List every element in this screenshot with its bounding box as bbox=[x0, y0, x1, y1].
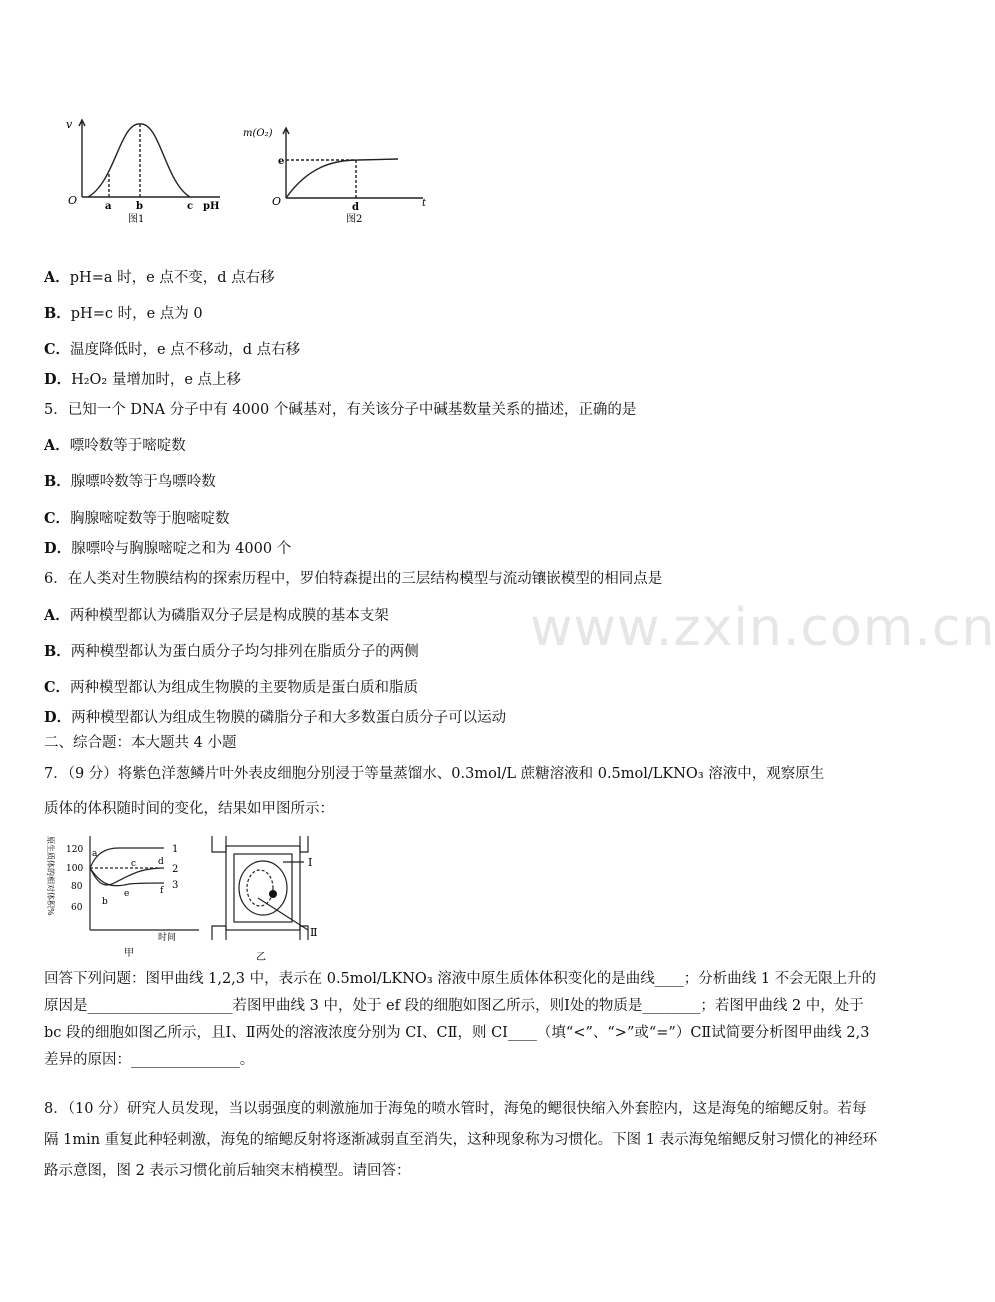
figure-yi-plant-cell bbox=[208, 832, 328, 964]
fig2-level-e: e bbox=[278, 156, 285, 167]
q6-option-b[interactable]: B．两种模型都认为蛋白质分子均匀排列在脂质分子的两侧 bbox=[44, 643, 419, 660]
fig1-tick-a: a bbox=[105, 201, 112, 212]
jia-y-label: 原生质体的相对体积% bbox=[46, 836, 55, 916]
jia-curve-2: 2 bbox=[172, 864, 179, 875]
q6-stem: 6．在人类对生物膜结构的探索历程中，罗伯特森提出的三层结构模型与流动镶嵌模型的相同点是 bbox=[44, 571, 663, 587]
jia-curve-3: 3 bbox=[172, 880, 179, 891]
q4-option-d[interactable]: D．H₂O₂ 量增加时，e 点上移 bbox=[44, 371, 242, 388]
figure-1-enzyme-ph bbox=[60, 112, 235, 227]
jia-point-e: e bbox=[124, 889, 130, 899]
figure-jia-protoplast-volume bbox=[44, 826, 204, 962]
q6-option-a[interactable]: A．两种模型都认为磷脂双分子层是构成膜的基本支架 bbox=[44, 607, 389, 624]
jia-point-f: f bbox=[160, 886, 164, 896]
fig2-origin: O bbox=[272, 195, 282, 208]
q5-stem: 5．已知一个 DNA 分子中有 4000 个碱基对，有关该分子中碱基数量关系的描述，正确的是 bbox=[44, 402, 637, 418]
q7-answer-paragraph: 回答下列问题：图甲曲线 1,2,3 中，表示在 0.5mol/LKNO₃ 溶液中原生质体体积变化的是曲线____；分析曲线 1 不会无限上升的原因是____________________若图甲曲线 3 中，处于 ef 段的细胞如图乙所示，则Ⅰ处的物质是________；若图甲曲线 2 中，处于 bc 段的细胞如图乙所示，且Ⅰ、Ⅱ两处的溶液浓度分别为 CⅠ、CⅡ，则 CⅠ____（填“<”、“>”或“=”）CⅡ试简要分析图甲曲线 2,3 差异的原因：_______________。 bbox=[44, 971, 877, 1068]
q4-option-c[interactable]: C．温度降低时，e 点不移动，d 点右移 bbox=[44, 341, 301, 358]
fig2-y-label: m(O₂) bbox=[243, 128, 273, 139]
nucleus-dot bbox=[269, 890, 277, 898]
q4-option-b[interactable]: B．pH=c 时，e 点为 0 bbox=[44, 305, 203, 322]
q7-stem-line2: 质体的体积随时间的变化，结果如甲图所示： bbox=[44, 801, 334, 817]
yi-label-1: Ⅰ bbox=[308, 856, 313, 869]
fig2-tick-d: d bbox=[352, 202, 359, 213]
jia-curve-1: 1 bbox=[172, 844, 179, 855]
q5-option-d[interactable]: D．腺嘌呤与胸腺嘧啶之和为 4000 个 bbox=[44, 540, 292, 557]
jia-point-d: d bbox=[158, 857, 164, 867]
yi-caption: 乙 bbox=[256, 952, 266, 963]
jia-y-tick-60: 60 bbox=[71, 903, 83, 913]
yi-label-2: Ⅱ bbox=[310, 926, 318, 939]
fig1-origin: O bbox=[68, 194, 78, 207]
section-2-heading: 二、综合题：本大题共 4 小题 bbox=[44, 735, 237, 751]
jia-y-tick-80: 80 bbox=[71, 882, 83, 892]
q4-option-a[interactable]: A．pH=a 时，e 点不变，d 点右移 bbox=[44, 269, 275, 286]
fig2-x-label: t bbox=[422, 198, 427, 209]
jia-caption: 甲 bbox=[124, 948, 134, 959]
jia-y-tick-100: 100 bbox=[66, 864, 84, 874]
fig1-tick-c: c bbox=[187, 201, 194, 212]
jia-point-a: a bbox=[92, 849, 98, 859]
q5-option-c[interactable]: C．胸腺嘧啶数等于胞嘧啶数 bbox=[44, 510, 230, 527]
jia-point-c: c bbox=[131, 859, 137, 869]
fig1-tick-b: b bbox=[136, 201, 143, 212]
fig1-caption: 图1 bbox=[128, 214, 145, 225]
jia-y-tick-120: 120 bbox=[66, 845, 84, 855]
q8-paragraph: 8．（10 分）研究人员发现，当以弱强度的刺激施加于海兔的喷水管时，海兔的鳃很快缩入外套腔内，这是海兔的缩鳃反射。若每隔 1min 重复此种轻刺激，海兔的缩鳃反射将逐渐减弱直至消失，这种现象称为习惯化。下图 1 表示海兔缩鳃反射习惯化的神经环路示意图，图 2 表示习惯化前后轴突末梢模型。请回答： bbox=[44, 1101, 878, 1179]
fig1-x-label: pH bbox=[203, 201, 220, 212]
q6-option-d[interactable]: D．两种模型都认为组成生物膜的磷脂分子和大多数蛋白质分子可以运动 bbox=[44, 709, 507, 726]
jia-point-b: b bbox=[102, 897, 108, 907]
q5-option-b[interactable]: B．腺嘌呤数等于鸟嘌呤数 bbox=[44, 473, 216, 490]
watermark: www.zxin.com.cn bbox=[530, 598, 995, 658]
figure-2-oxygen-time bbox=[238, 122, 438, 227]
q7-stem-line1: 7．（9 分）将紫色洋葱鳞片叶外表皮细胞分别浸于等量蒸馏水、0.3mol/L 蔗糖溶液和 0.5mol/LKNO₃ 溶液中，观察原生 bbox=[44, 766, 825, 782]
jia-x-label: 时间 bbox=[158, 933, 177, 943]
fig1-y-label: v bbox=[66, 118, 73, 131]
q6-option-c[interactable]: C．两种模型都认为组成生物膜的主要物质是蛋白质和脂质 bbox=[44, 679, 419, 696]
q5-option-a[interactable]: A．嘌呤数等于嘧啶数 bbox=[44, 437, 186, 454]
fig2-caption: 图2 bbox=[346, 214, 363, 225]
